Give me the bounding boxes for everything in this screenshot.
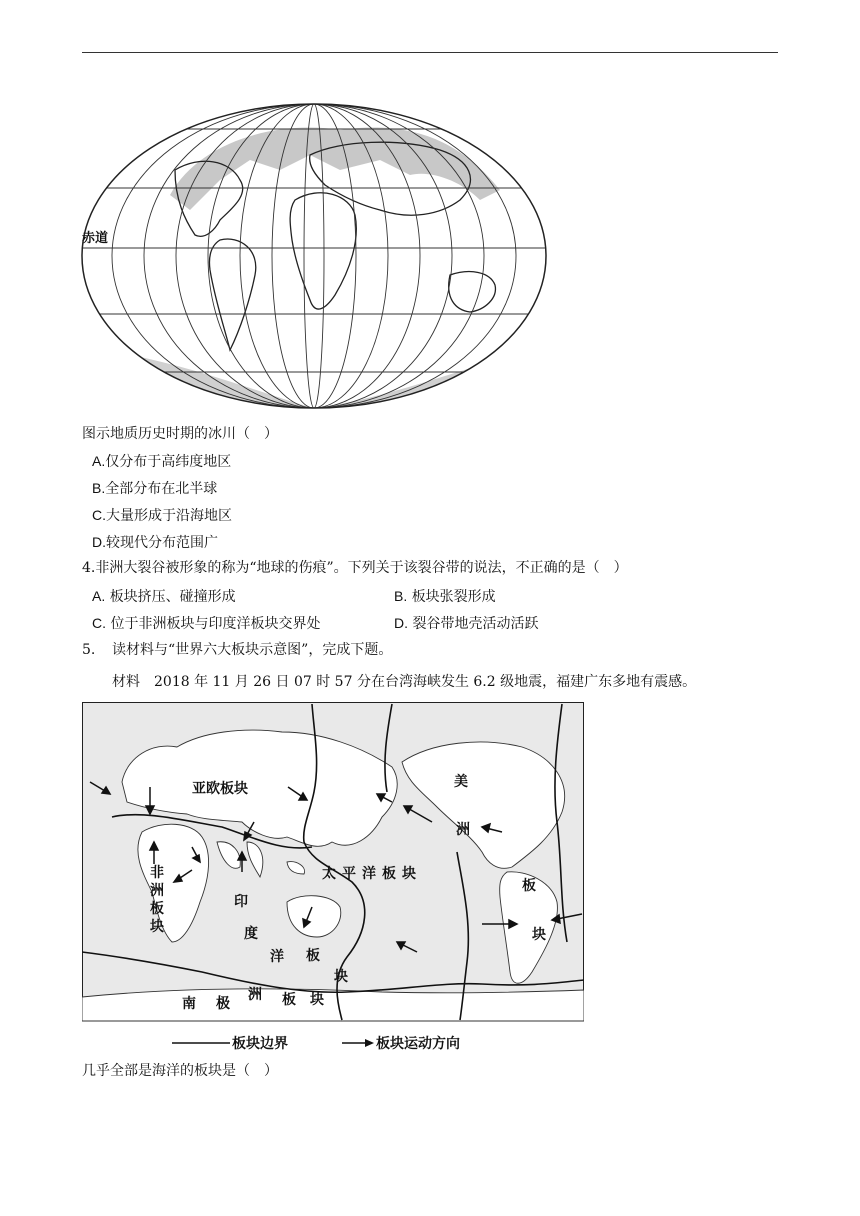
q3-option-c[interactable] [92, 505, 232, 526]
q3-option-d[interactable] [92, 532, 218, 553]
legend-motion-label: 板块运动方向 [376, 1036, 460, 1052]
label-america-3: 板 [522, 878, 536, 894]
label-antarctic-5: 块 [310, 992, 324, 1008]
q5-stem: 读材料与“世界六大板块示意图”，完成下题。 [112, 642, 393, 658]
glacier-world-map [80, 100, 550, 412]
option-text: 仅分布于高纬度地区 [105, 454, 232, 470]
q3-option-b[interactable] [92, 478, 217, 499]
option-letter: D. [92, 534, 106, 550]
option-text: 全部分布在北半球 [105, 481, 218, 497]
label-america-2: 洲 [456, 822, 470, 838]
label-africa-4: 块 [150, 919, 164, 935]
option-text: 位于非洲板块与印度洋板块交界处 [110, 616, 321, 632]
header-rule [82, 52, 778, 53]
q4-option-a[interactable] [92, 586, 236, 607]
option-letter: C. [92, 615, 106, 631]
option-text: 板块挤压、碰撞形成 [109, 589, 236, 605]
label-america-4: 块 [532, 927, 546, 943]
label-antarctic-1: 南 [182, 996, 196, 1012]
option-letter: A. [92, 453, 106, 469]
q4-stem: 4.非洲大裂谷被形象的称为“地球的伤痕”。下列关于该裂谷带的说法，不正确的是（ ） [82, 560, 628, 576]
q6-stem: 几乎全部是海洋的板块是（ ） [82, 1063, 278, 1079]
label-indian-2: 度 [244, 926, 258, 942]
option-letter: B. [394, 588, 408, 604]
label-eurasia-plate: 亚欧板块 [192, 781, 248, 797]
option-text: 板块张裂形成 [411, 589, 496, 605]
q5-number: 5. [82, 642, 96, 658]
option-letter: B. [92, 480, 106, 496]
option-text: 较现代分布范围广 [106, 535, 218, 551]
q4-option-b[interactable] [394, 586, 496, 607]
option-text: 大量形成于沿海地区 [106, 508, 232, 524]
label-africa-1: 非 [150, 865, 164, 881]
label-antarctic-3: 洲 [248, 987, 262, 1003]
legend-boundary-label: 板块边界 [232, 1036, 288, 1052]
arrow-head-icon [365, 1039, 374, 1047]
label-indian-4: 板 [306, 948, 320, 964]
label-indian-3: 洋 [270, 949, 284, 965]
label-indian-5: 块 [334, 969, 348, 985]
q5-material: 材料 2018 年 11 月 26 日 07 时 57 分在台湾海峡发生 6.2 级地震，福建广东多地有震感。 [112, 674, 697, 690]
equator-label: 赤道 [82, 231, 109, 246]
label-indian-1: 印 [234, 894, 248, 910]
q3-stem: 图示地质历史时期的冰川（ ） [82, 426, 278, 442]
label-pacific-plate: 太平洋板块 [322, 866, 422, 882]
option-letter: C. [92, 507, 106, 523]
option-text: 裂谷带地壳活动活跃 [412, 616, 539, 632]
label-antarctic-2: 极 [216, 996, 230, 1012]
plate-tectonics-map [82, 702, 584, 1022]
q3-option-a[interactable] [92, 451, 231, 472]
q4-option-d[interactable] [394, 613, 538, 634]
option-letter: D. [394, 615, 408, 631]
label-antarctic-4: 板 [282, 992, 296, 1008]
label-africa-3: 板 [150, 901, 164, 917]
option-letter: A. [92, 588, 106, 604]
label-america-1: 美 [454, 774, 468, 790]
q4-option-c[interactable] [92, 613, 320, 634]
label-africa-2: 洲 [150, 883, 164, 899]
map-legend [170, 1032, 500, 1054]
